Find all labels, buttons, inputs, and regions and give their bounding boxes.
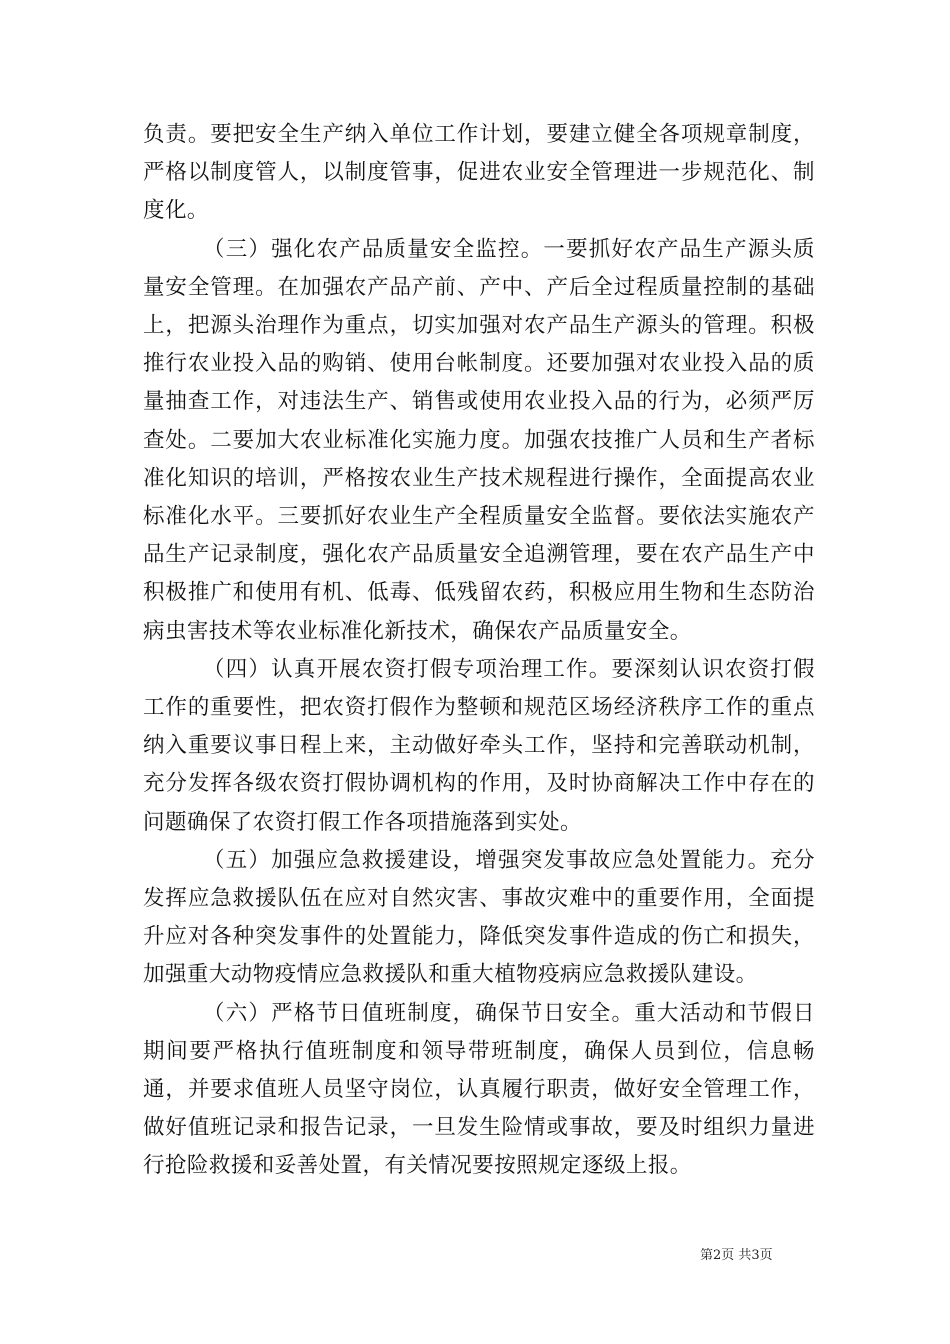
paragraph-section-6-holiday-duty: （六）严格节日值班制度，确保节日安全。重大活动和节假日期间要严格执行值班制度和领导带班制度，确保人员到位，信息畅通，并要求值班人员坚守岗位，认真履行职责，做好安全管理工作，做好值班记录和报告记录，一旦发生险情或事故，要及时组织力量进行抢险救援和妥善处置，有关情况要按照规定逐级上报。 [143,1000,815,1179]
paragraph-section-5-emergency-rescue: （五）加强应急救援建设，增强突发事故应急处置能力。充分发挥应急救援队伍在应对自然灾害、事故灾难中的重要作用，全面提升应对各种突发事件的处置能力，降低突发事件造成的伤亡和损失，加强重大动物疫情应急救援队和重大植物疫病应急救援队建设。 [143,847,815,988]
paragraph-continuation: 负责。要把安全生产纳入单位工作计划，要建立健全各项规章制度，严格以制度管人，以制度管事，促进农业安全管理进一步规范化、制度化。 [143,122,815,224]
paragraph-section-4-anti-counterfeit: （四）认真开展农资打假专项治理工作。要深刻认识农资打假工作的重要性，把农资打假作为整顿和规范区场经济秩序工作的重点纳入重要议事日程上来，主动做好牵头工作，坚持和完善联动机制，充分发挥各级农资打假协调机构的作用，及时协商解决工作中存在的问题确保了农资打假工作各项措施落到实处。 [143,656,815,835]
document-body [143,116,815,1186]
page-number-footer: 第2页 共3页 [700,1248,773,1263]
paragraph-section-3-quality-monitoring: （三）强化农产品质量安全监控。一要抓好农产品生产源头质量安全管理。在加强农产品产前、产中、产后全过程质量控制的基础上，把源头治理作为重点，切实加强对农产品生产源头的管理。积极推行农业投入品的购销、使用台帐制度。还要加强对农业投入品的质量抽查工作，对违法生产、销售或使用农业投入品的行为，必须严厉查处。二要加大农业标准化实施力度。加强农技推广人员和生产者标准化知识的培训，严格按农业生产技术规程进行操作，全面提高农业标准化水平。三要抓好农业生产全程质量安全监督。要依法实施农产品生产记录制度，强化农产品质量安全追溯管理，要在农产品生产中积极推广和使用有机、低毒、低残留农药，积极应用生物和生态防治病虫害技术等农业标准化新技术，确保农产品质量安全。 [143,236,815,644]
